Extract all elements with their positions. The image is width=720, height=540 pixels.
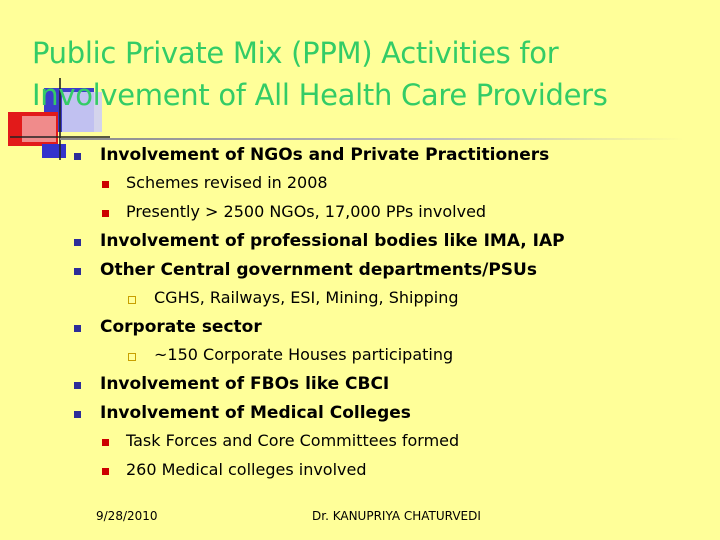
bullet-marker-level2: [102, 439, 109, 446]
bullet-marker-level1: [74, 382, 81, 389]
bullet-marker-level1: [74, 153, 81, 160]
bullet-item-level1: Corporate sector: [100, 317, 262, 337]
bullet-item-level1: Other Central government departments/PSUs: [100, 260, 537, 280]
slide-title-line-2: Involvement of All Health Care Providers: [32, 78, 608, 112]
bullet-item-level2: 260 Medical colleges involved: [126, 460, 367, 479]
bullet-item-level1: Involvement of NGOs and Private Practitioners: [100, 145, 550, 165]
slide-title: [32, 32, 712, 116]
bullet-item-level1: Involvement of FBOs like CBCI: [100, 374, 390, 394]
bullet-item-level2: ~150 Corporate Houses participating: [154, 345, 454, 364]
bullet-marker-level2: [102, 181, 109, 188]
bullet-marker-level1: [74, 268, 81, 275]
bullet-item-level1: Involvement of professional bodies like IMA, IAP: [100, 231, 565, 251]
bullet-marker-level2: [102, 210, 109, 217]
bullet-item-level2: CGHS, Railways, ESI, Mining, Shipping: [154, 288, 459, 307]
title-underline: [60, 138, 684, 140]
bullet-marker-level1: [74, 325, 81, 332]
bullet-marker-level2-hollow: [128, 353, 136, 361]
slide-title-line-1: Public Private Mix (PPM) Activities for: [32, 36, 559, 70]
bullet-item-level1: Involvement of Medical Colleges: [100, 403, 411, 423]
bullet-marker-level1: [74, 411, 81, 418]
bullet-marker-level1: [74, 239, 81, 246]
bullet-marker-level2-hollow: [128, 296, 136, 304]
footer-date: 9/28/2010: [96, 509, 158, 523]
footer-author: Dr. KANUPRIYA CHATURVEDI: [312, 509, 481, 523]
bullet-item-level2: Schemes revised in 2008: [126, 173, 328, 192]
bullet-item-level2: Presently > 2500 NGOs, 17,000 PPs involved: [126, 202, 487, 221]
bullet-item-level2: Task Forces and Core Committees formed: [126, 431, 460, 450]
bullet-marker-level2: [102, 468, 109, 475]
